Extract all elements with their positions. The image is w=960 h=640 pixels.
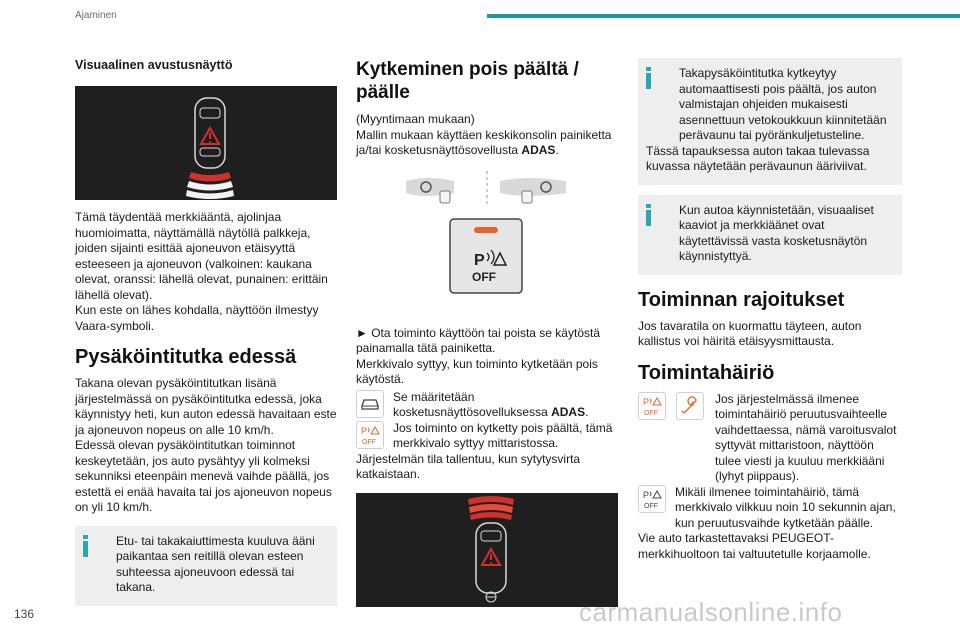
adas-app-note: [356, 390, 618, 421]
header-accent-bar: [487, 14, 960, 18]
watermark: carmanualsonline.info: [579, 597, 843, 627]
page-number: 136: [14, 607, 35, 621]
front-sensor-display-image: [356, 493, 618, 607]
steering-wheel-icons: [406, 171, 566, 207]
svg-text:P: P: [643, 489, 650, 500]
info-towbar-text-2: Tässä tapauksessa auton takaa tulevassa kuvassa näytetään perävaunun ääriviivat.: [646, 143, 870, 173]
front-bar-red-2: [469, 504, 513, 513]
front-text-1: Takana olevan pysäköintitutkan lisänä järjestelmässä on pysäköintitutka edessä, joka käynnistyy heti, kun auton edessä havaitaan este ja ajoneuvon nopeus on alle 10 km/h.: [75, 376, 337, 437]
button-led: [474, 227, 498, 233]
info-icon: [83, 535, 88, 557]
visual-display-heading: Visuaalinen avustusnäyttö: [75, 58, 233, 72]
svg-text:P: P: [643, 396, 650, 407]
park-assist-off-indicator-icon: [638, 392, 666, 420]
column-1: [75, 58, 337, 606]
car-top-view-icon: [195, 98, 225, 168]
memory-text: Järjestelmän tila tallentuu, kun sytytysvirta katkaistaan.: [356, 451, 581, 481]
info-box-towbar: [638, 58, 902, 185]
info-icon: [646, 67, 651, 89]
fault-text-3: Vie auto tarkastettavaksi PEUGEOT-merkkihuoltoon tai valtuutetulle korjaamolle.: [638, 531, 871, 561]
info-icon: [646, 204, 651, 226]
info-box-speakers: [75, 526, 337, 606]
park-assist-fault-indicator-icon: [638, 485, 666, 513]
front-bar-red-3: [470, 512, 512, 520]
front-text-2: Edessä olevan pysäköintitutkan toiminnot keskeytetään, jos auto pysähtyy yli kolmeksi sekunniksi eteenpäin menevä vaihde päällä, jos estettä ei enää havaita tai jos ajoneuvon nopeus on yli 10 km/h.: [75, 438, 332, 514]
svg-text:OFF: OFF: [644, 409, 658, 417]
sensor-bar-white-2: [186, 190, 234, 199]
off-indicator-text: Jos toiminto on kytketty pois päältä, tämä merkkivalo syttyy mittaristossa.: [393, 420, 613, 450]
off-indicator-note: [356, 421, 618, 452]
fault-text-1: Jos järjestelmässä ilmenee toimintahäiriö peruutusvaihteelle vaihdettaessa, nämä varoitusvalot syttyvät mittaristoon, näyttöön tulee viesti ja kuuluu merkkiääni (lyhyt piippaus).: [715, 391, 897, 483]
car-settings-icon: [356, 390, 384, 418]
fault-heading: Toimintahäiriö: [638, 361, 775, 384]
fault-warning-note: [638, 392, 902, 485]
info-text-speakers: Etu- tai takakaiuttimesta kuuluva ääni paikantaa sen reitillä olevan esteen suhteessa ajoneuvoon edessä tai takana.: [116, 533, 315, 594]
park-assist-off-indicator-icon: [356, 421, 384, 449]
step-1: ► Ota toiminto käyttöön tai poista se käytöstä painamalla tätä painiketta.: [356, 325, 600, 355]
svg-text:P: P: [474, 251, 485, 269]
console-button-illustration: [356, 167, 618, 312]
limits-heading: Toiminnan rajoitukset: [638, 288, 845, 311]
toggle-sub-1: (Myyntimaan mukaan): [356, 112, 475, 126]
column-2: [356, 58, 618, 617]
toggle-heading: Kytkeminen pois päältä / päälle: [356, 59, 579, 103]
toggle-sub-2: Mallin mukaan käyttäen keskikonsolin painiketta ja/tai kosketusnäyttösovellusta ADAS.: [356, 127, 612, 157]
svg-text:OFF: OFF: [644, 502, 658, 510]
rear-sensor-display-image: [75, 86, 337, 200]
fault-blink-note: [638, 485, 902, 532]
info-box-startup: [638, 195, 902, 275]
limits-text: Jos tavaratila on kuormattu täyteen, auton kallistus voi häiritä etäisyysmittausta.: [638, 318, 862, 348]
adas-app-text: Se määritetään kosketusnäyttösovelluksessa ADAS.: [393, 389, 589, 419]
running-header: Ajaminen: [75, 10, 117, 21]
fault-text-2: Mikäli ilmenee toimintahäiriö, tämä merkkivalo vilkkuu noin 10 sekunnin ajan, kun peruutusvaihde kytketään päälle.: [675, 484, 896, 530]
svg-text:P: P: [361, 425, 368, 436]
visual-text-2: Kun este on lähes kohdalla, näyttöön ilmestyy Vaara-symboli.: [75, 303, 319, 333]
sensor-bar-white-1: [187, 181, 233, 191]
button-off-label: OFF: [472, 269, 496, 284]
front-bar-red-1: [468, 496, 514, 505]
front-radar-heading: Pysäköintitutka edessä: [75, 346, 297, 368]
step-2: Merkkivalo syttyy, kun toiminto kytketään pois käytöstä.: [356, 356, 598, 386]
wrench-service-icon: [676, 392, 704, 420]
sensor-bar-red: [189, 172, 231, 182]
info-towbar-text: Takapysäköintitutka kytkeytyy automaattisesti pois päältä, jos auton valmistajan ohjeiden mukaisesti asennettuun vetokoukkuun kiinnitetään perävaunu tai pyöränkuljetusteline.: [679, 66, 887, 142]
info-startup-text: Kun autoa käynnistetään, visuaaliset kaaviot ja merkkiäänet ovat käytettävissä vasta kosketusnäytön käynnistyttyä.: [679, 202, 874, 263]
svg-text:OFF: OFF: [362, 438, 376, 446]
visual-text-1: Tämä täydentää merkkiääntä, ajolinjaa huomioimatta, näyttämällä näytöllä palkkeja, joiden sijainti esittää ajoneuvon etäisyyttä esteeseen ja ajoneuvon (valkoinen: kaukana olevat, oranssi: lähellä olevat, punainen: erittäin lähellä olevat).: [75, 210, 328, 302]
column-3: [638, 58, 902, 562]
